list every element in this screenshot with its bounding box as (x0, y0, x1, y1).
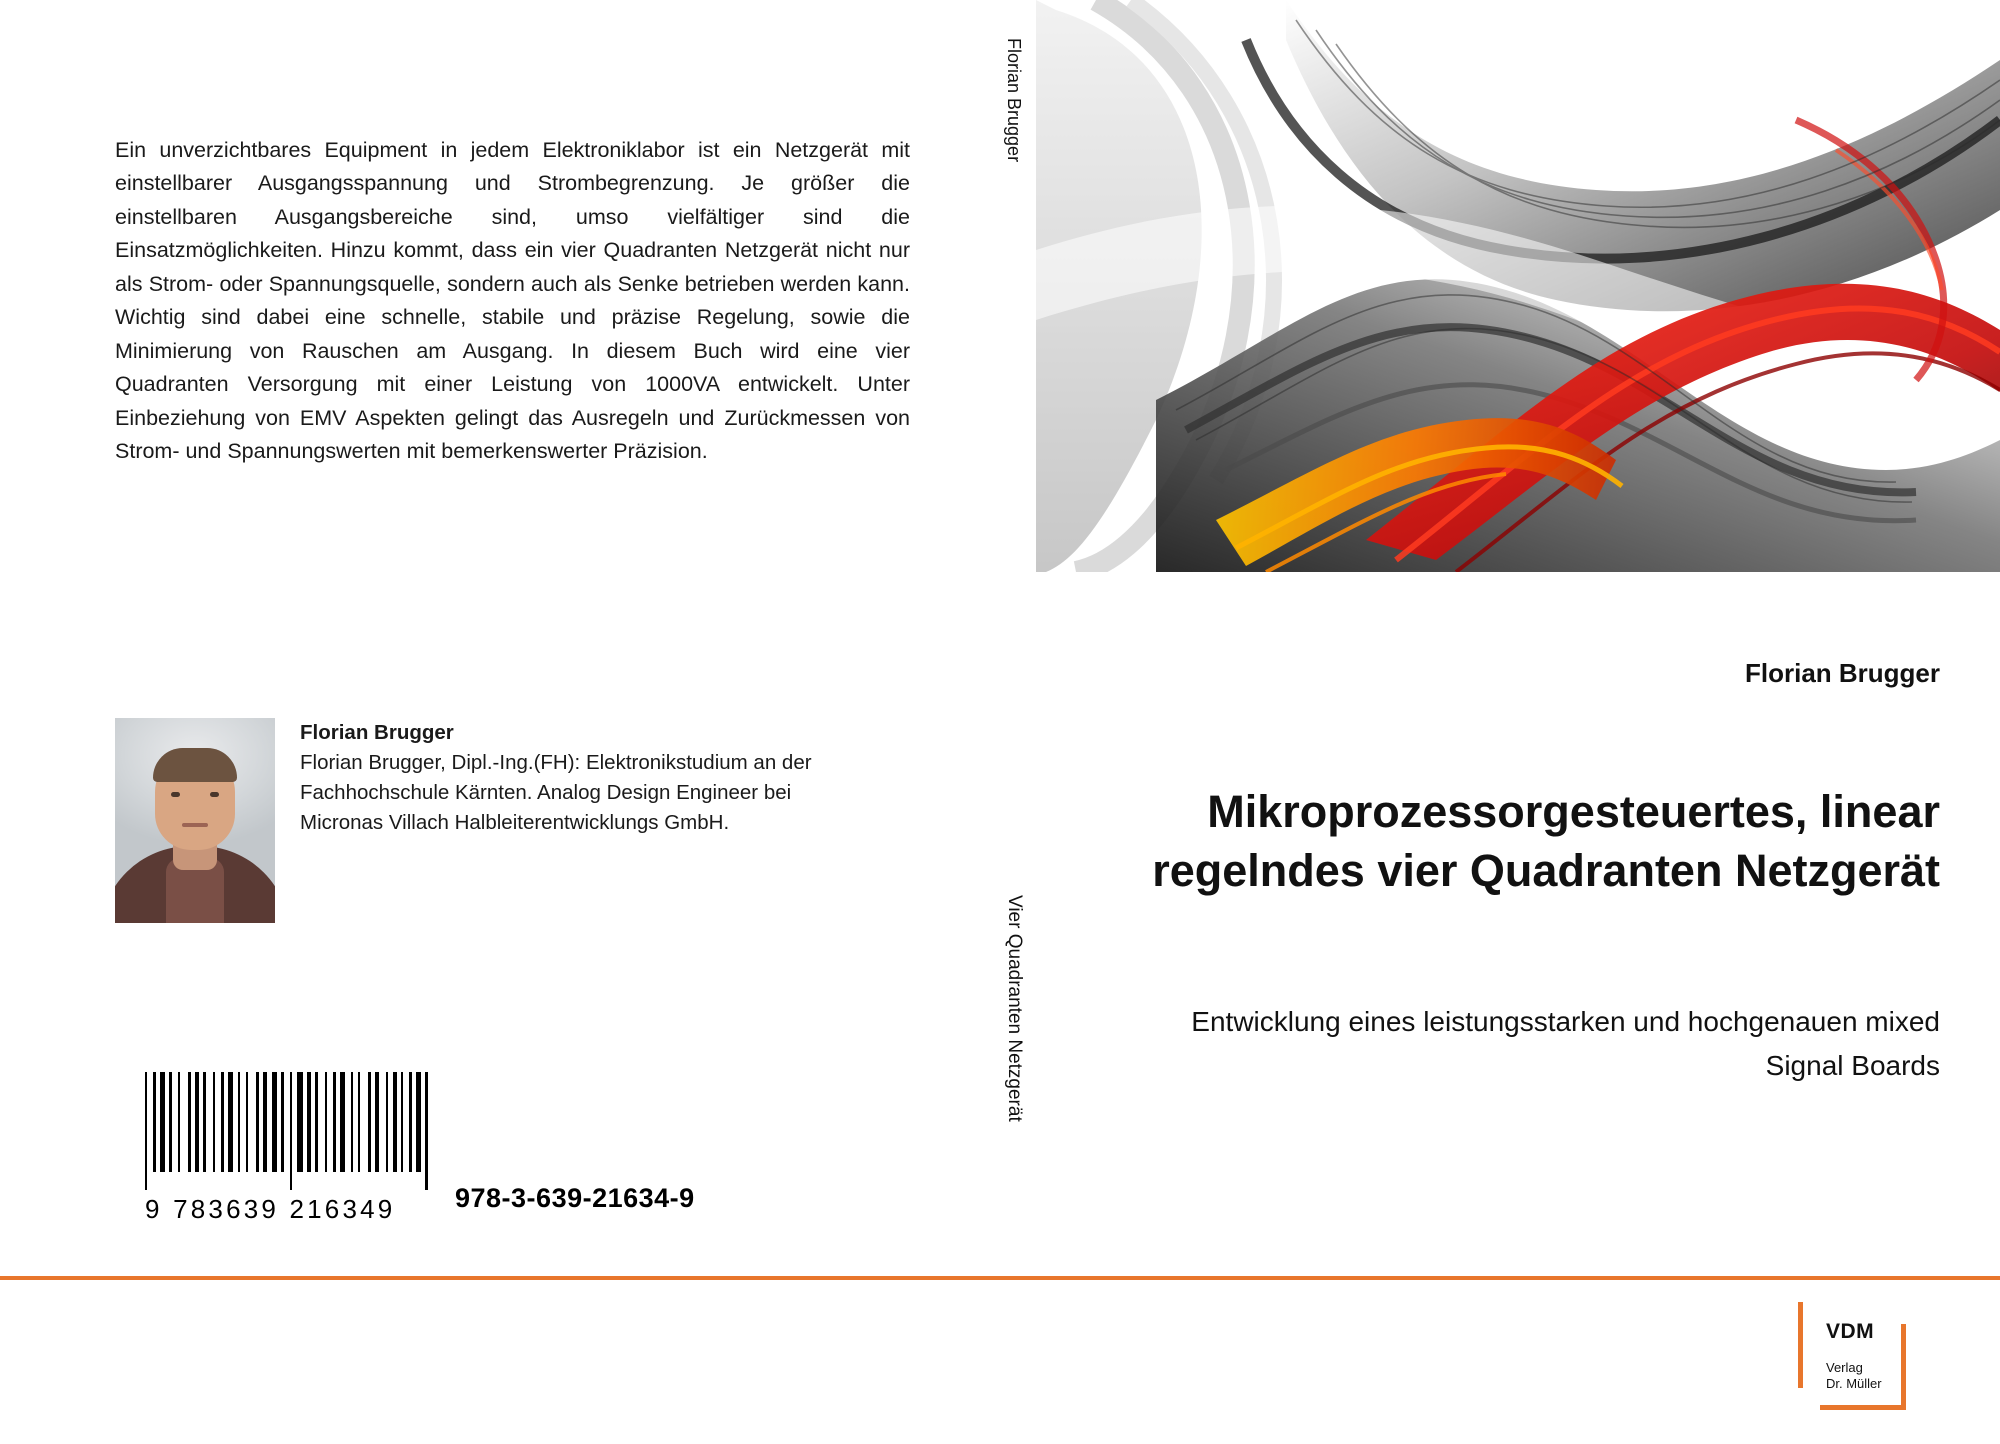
back-cover-blurb: Ein unverzichtbares Equipment in jedem Elektroniklabor ist ein Netzgerät mit einstellbarer Ausgangsspannung und Strombegrenzung. Je größer die einstellbaren Ausgangsbereiche sind, umso vielfältiger sind die Einsatzmöglichkeiten. Hinzu kommt, dass ein vier Quadranten Netzgerät nicht nur als Strom- oder Spannungsquelle, sondern auch als Senke betrieben werden kann. Wichtig sind dabei eine schnelle, stabile und präzise Regelung, sowie die Minimierung von Rauschen am Ausgang. In diesem Buch wird eine vier Quadranten Versorgung mit einer Leistung von 1000VA entwickelt. Unter Einbeziehung von EMV Aspekten gelingt das Ausregeln und Zurückmessen von Strom- und Spannungswerten mit bemerkenswerter Präzision. (115, 137, 910, 463)
logo-frame-left (1798, 1302, 1803, 1388)
publisher-mark: VDM (1826, 1320, 1875, 1343)
cover-artwork (1036, 0, 2000, 572)
orange-divider-rule (0, 1276, 2000, 1280)
publisher-logo (1798, 1302, 1906, 1410)
author-bio: Florian Brugger, Dipl.-Ing.(FH): Elektronikstudium an der Fachhochschule Kärnten. Analog Design Engineer bei Micronas Villach Halbleiterentwicklungs GmbH. (300, 751, 812, 834)
logo-frame-right (1901, 1324, 1906, 1410)
publisher-line-1: Verlag (1826, 1360, 1863, 1375)
spine-author: Florian Brugger (1004, 38, 1024, 163)
barcode-bars (145, 1072, 433, 1190)
barcode (145, 1072, 433, 1225)
front-cover-subtitle: Entwicklung eines leistungsstarken und hochgenauen mixed Signal Boards (1191, 1006, 1940, 1081)
front-cover (1036, 0, 2000, 1444)
front-cover-author: Florian Brugger (1744, 658, 1940, 688)
author-bio-text (300, 718, 860, 838)
spine-title: Vier Quadranten Netzgerät (1004, 895, 1025, 1122)
barcode-digits: 9 783639 216349 (145, 1194, 396, 1224)
back-cover (0, 0, 990, 1444)
isbn-number: 978-3-639-21634-9 (455, 1183, 695, 1213)
logo-frame-bottom (1820, 1405, 1906, 1410)
author-photo (115, 718, 275, 923)
publisher-line-2: Dr. Müller (1826, 1376, 1882, 1391)
author-name: Florian Brugger (300, 721, 454, 744)
front-cover-title: Mikroprozessorgesteuertes, linear regelndes vier Quadranten Netzgerät (1152, 786, 1940, 896)
spine (990, 0, 1036, 1444)
